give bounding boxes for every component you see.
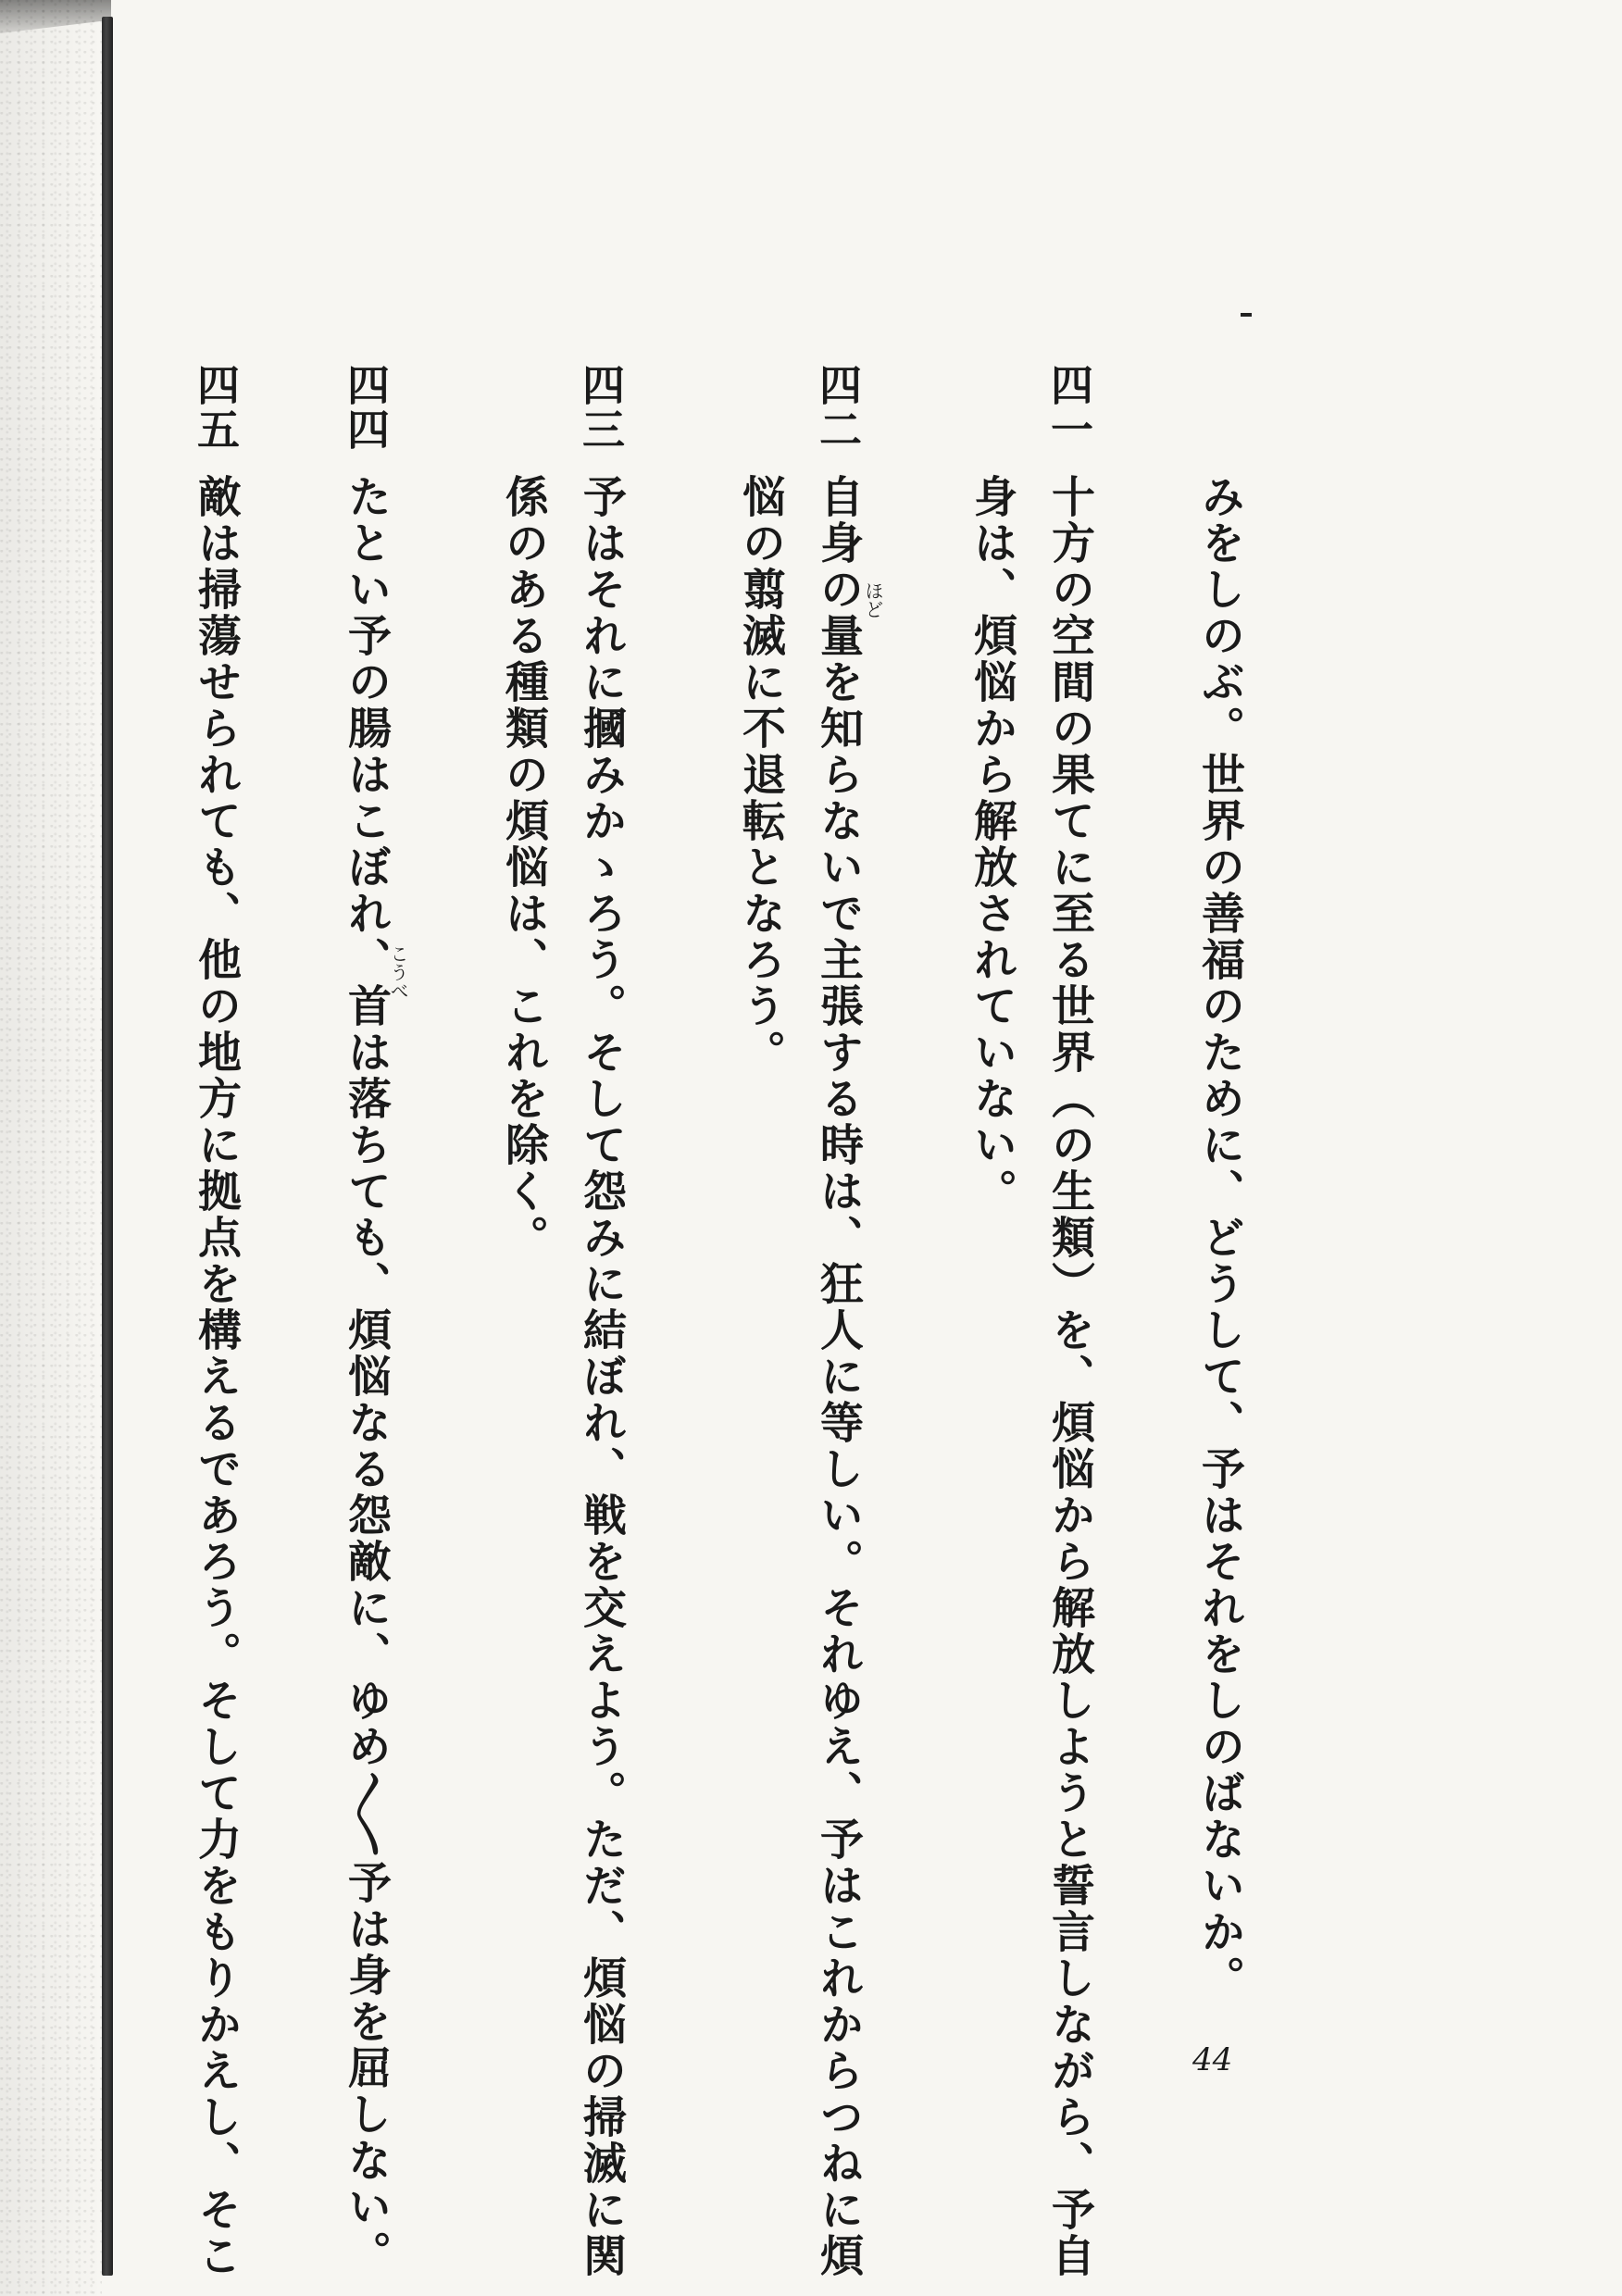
ruby-hodo: ほど <box>862 581 884 618</box>
section-number-41: 四一 <box>1044 363 1094 452</box>
section-41-line-2: 身は、煩悩から解放されていない。 <box>967 474 1017 1215</box>
section-number-44: 四四 <box>341 363 391 452</box>
section-44-line-1: たとい予の腸はこぼれ、首は落ちても、煩悩なる怨敵に、ゆめ〳〵予は身を屈しない。 <box>341 474 392 2277</box>
section-42-line-2: 悩の翦滅に不退転となろう。 <box>735 474 786 1076</box>
section-number-45: 四五 <box>191 363 241 452</box>
continuation-line: みをしのぶ。世界の善福のために、どうして、予はそれをしのばないか。 <box>1194 474 1245 2002</box>
scan-gutter-noise <box>0 0 102 2296</box>
section-number-43: 四三 <box>576 363 626 452</box>
section-45-line-1: 敵は掃蕩せられても、他の地方に拠点を構えるであろう。そして力をもりかえし、そこ <box>191 474 242 2279</box>
section-43-line-2: 係のある種類の煩悩は、これを除く。 <box>498 474 549 1261</box>
stray-mark <box>1241 313 1252 317</box>
section-number-42: 四二 <box>813 363 863 452</box>
binding-edge-line <box>102 17 113 2276</box>
section-41-line-1: 十方の空間の果てに至る世界（の生類）を、煩悩から解放しようと誓言しながら、予自 <box>1044 474 1095 2279</box>
ruby-koube: こうべ <box>387 944 409 1000</box>
section-42-line-1: 自身の量を知らないで主張する時は、狂人に等しい。それゆえ、予はこれからつねに煩 <box>813 474 864 2279</box>
section-43-line-1: 予はそれに摑みかゝろう。そして怨みに結ぼれ、戦を交えよう。ただ、煩悩の掃滅に関 <box>576 474 627 2279</box>
page-number: 44 <box>1192 2041 1233 2078</box>
